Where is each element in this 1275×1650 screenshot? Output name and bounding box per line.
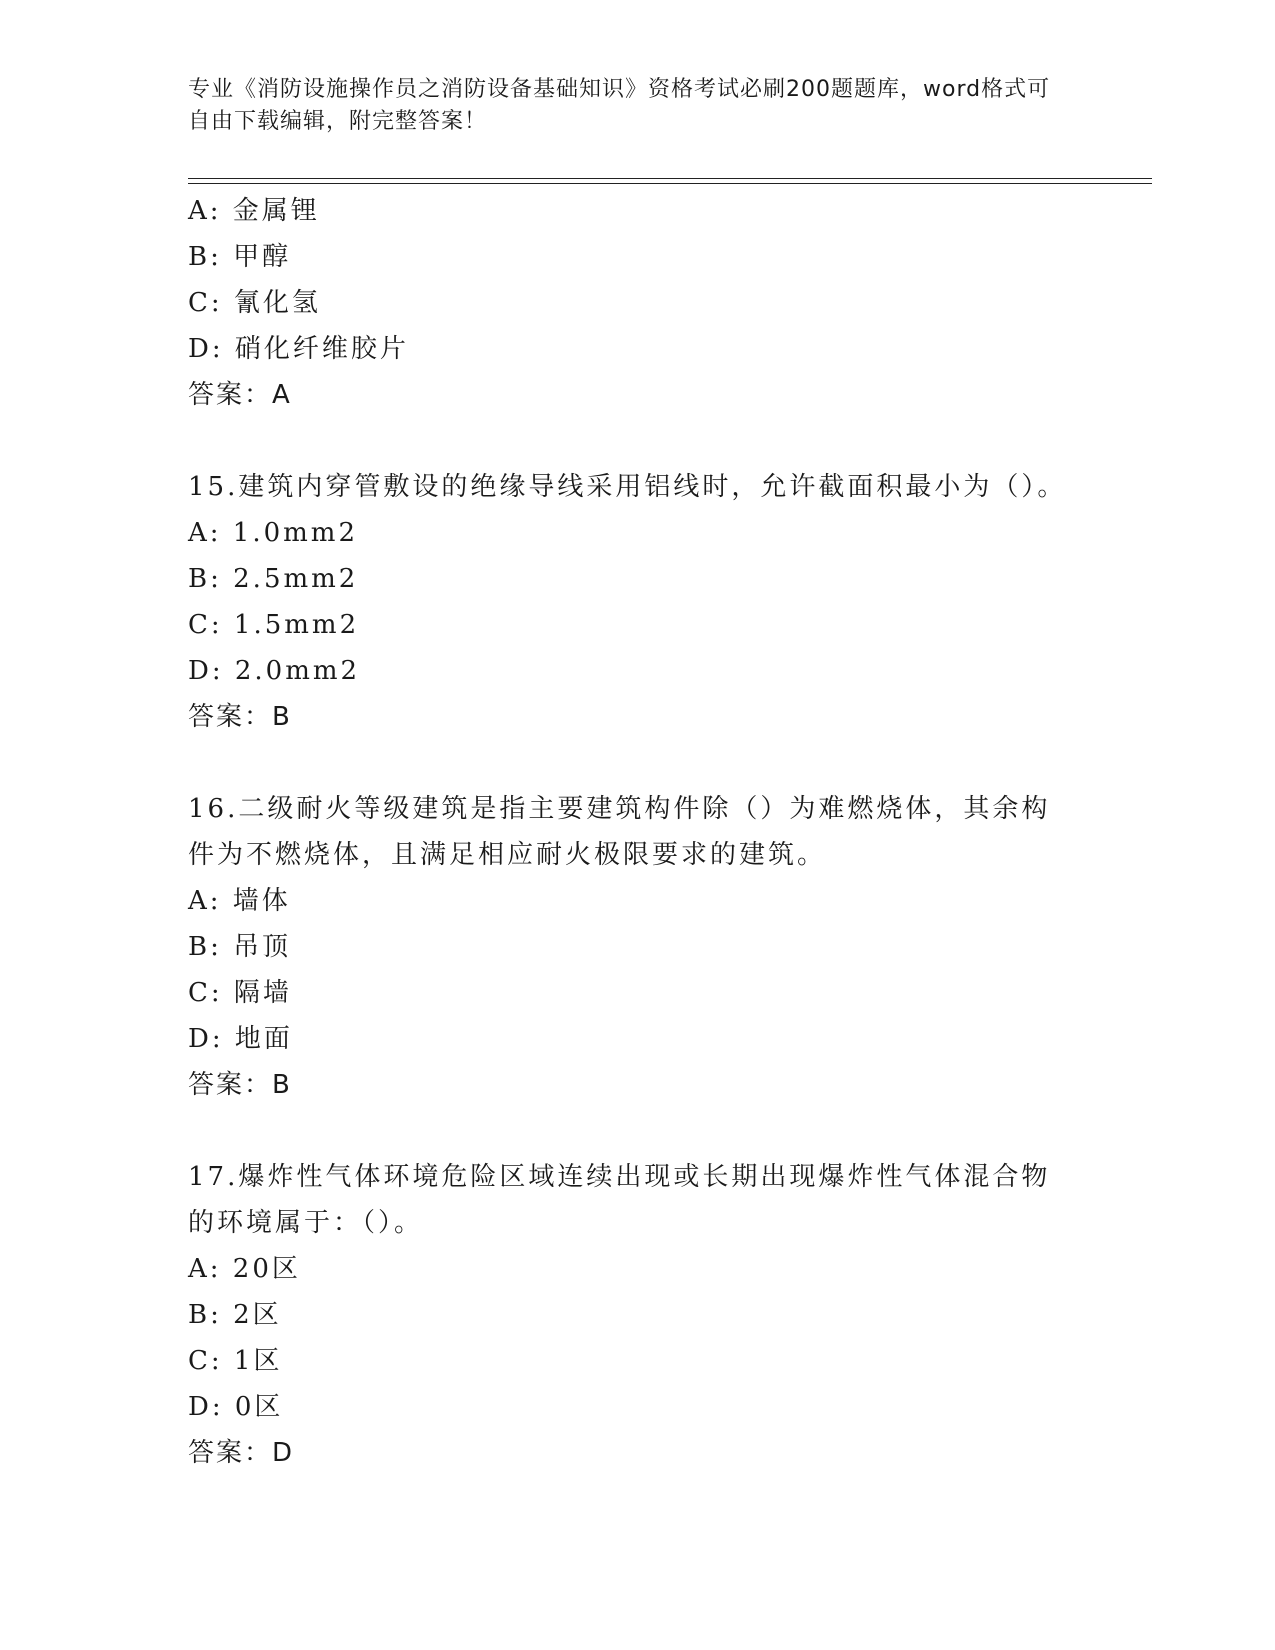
- option-b: B: 2.5mm2: [188, 564, 359, 594]
- option-b: B: 2区: [188, 1300, 282, 1330]
- option-a: A: 20区: [188, 1254, 301, 1284]
- option-a: A: 墙体: [188, 886, 291, 916]
- question-17: [188, 1154, 1088, 1476]
- question-16: [188, 786, 1088, 1108]
- answer-line: 答案：B: [188, 702, 292, 732]
- header-rule-bottom: [188, 183, 1152, 184]
- option-d: D: 硝化纤维胶片: [188, 334, 409, 364]
- question-15: [188, 464, 1088, 740]
- question-text: 17.爆炸性气体环境危险区域连续出现或长期出现爆炸性气体混合物的环境属于：（）。: [188, 1162, 1051, 1238]
- document-header: 专业《消防设施操作员之消防设备基础知识》资格考试必刷200题题库，word格式可自由下载编辑，附完整答案！: [188, 77, 1051, 134]
- answer-line: 答案：A: [188, 380, 292, 410]
- option-d: D: 地面: [188, 1024, 293, 1054]
- header-rule-top: [188, 178, 1152, 179]
- option-d: D: 0区: [188, 1392, 284, 1422]
- question-text: 16.二级耐火等级建筑是指主要建筑构件除（）为难燃烧体，其余构件为不燃烧体，且满足相应耐火极限要求的建筑。: [188, 794, 1051, 870]
- answer-line: 答案：B: [188, 1070, 292, 1100]
- question-content: [188, 188, 1088, 1476]
- answer-line: 答案：D: [188, 1438, 295, 1468]
- option-a: A: 金属锂: [188, 196, 320, 226]
- option-c: C: 1区: [188, 1346, 283, 1376]
- question-text: 15.建筑内穿管敷设的绝缘导线采用铝线时，允许截面积最小为（）。: [188, 472, 1067, 502]
- option-d: D: 2.0mm2: [188, 656, 361, 686]
- option-b: B: 甲醇: [188, 242, 292, 272]
- option-c: C: 隔墙: [188, 978, 292, 1008]
- option-c: C: 1.5mm2: [188, 610, 360, 640]
- option-c: C: 氰化氢: [188, 288, 321, 318]
- previous-question-block: [188, 188, 1088, 418]
- option-b: B: 吊顶: [188, 932, 292, 962]
- option-a: A: 1.0mm2: [188, 518, 358, 548]
